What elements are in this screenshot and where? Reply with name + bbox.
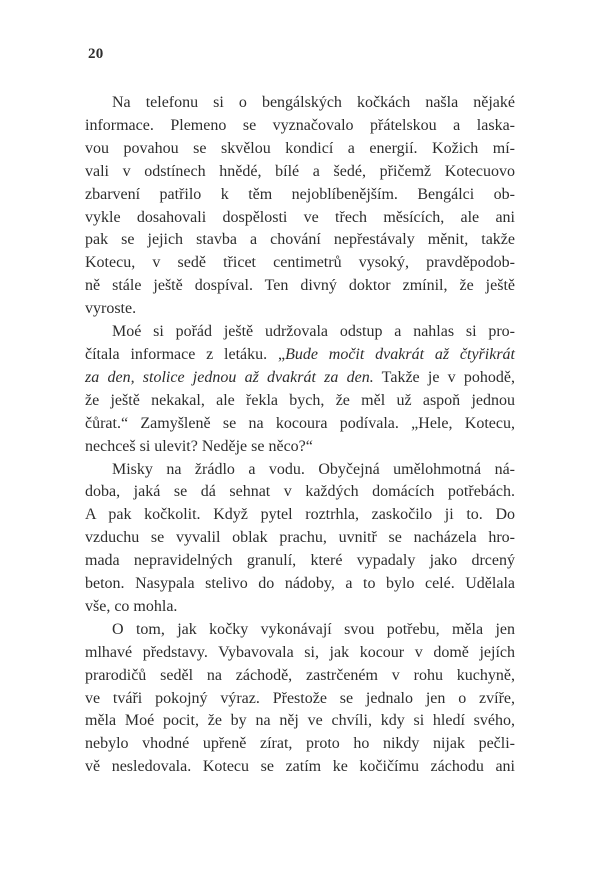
text-line <box>85 459 515 482</box>
text-line <box>85 642 515 665</box>
body-text <box>85 92 515 779</box>
text-line <box>85 207 515 230</box>
text-run: Na telefonu si o bengálských kočkách našla nějaké <box>112 94 515 111</box>
text-run: čítala informace z letáku. „ <box>85 345 286 363</box>
text-line <box>85 504 515 527</box>
italic-text-run: Bude močit dvakrát až čtyřikrát <box>285 345 515 363</box>
paragraph <box>85 321 515 458</box>
text-run: vše, co mohla. <box>85 597 178 615</box>
text-line <box>85 665 515 688</box>
text-run: A pak kočkolit. Když pytel roztrhla, zaskočilo ji to. Do <box>85 506 515 524</box>
text-run: vou povahou se skvělou kondicí a energií. Kožich mí- <box>85 139 515 157</box>
text-run: mada nepravidelných granulí, které vypadaly jako drcený <box>85 552 515 570</box>
text-run: nebylo vhodné upřeně zírat, proto ho nikdy nijak pečli- <box>85 735 515 753</box>
paragraph <box>85 619 515 779</box>
text-line <box>85 229 515 252</box>
text-line <box>85 252 515 275</box>
text-run: Kotecu, v sedě třicet centimetrů vysoký, pravděpodob- <box>85 254 515 272</box>
text-run: vzduchu se vyvalil oblak prachu, uvnitř se nacházela hro- <box>85 529 515 547</box>
text-line <box>85 733 515 756</box>
text-run: ve tváři pokojný výraz. Přestože se jednalo jen o zvíře, <box>85 689 515 707</box>
text-line <box>85 298 515 321</box>
text-line <box>85 161 515 184</box>
text-line <box>85 710 515 733</box>
text-run: nechceš si ulevit? Neděje se něco?“ <box>85 437 313 455</box>
paragraph <box>85 459 515 619</box>
text-run: vě nesledovala. Kotecu se zatím ke kočičímu záchodu ani <box>85 758 515 776</box>
text-line <box>85 413 515 436</box>
text-run: Misky na žrádlo a vodu. Obyčejná umělohmotná ná- <box>112 460 515 478</box>
text-run: měla Moé pocit, že by na něj ve chvíli, kdy si hledí svého, <box>85 712 515 730</box>
text-run: ně stále ještě dospíval. Ten divný doktor zmínil, že ještě <box>85 277 515 295</box>
text-line <box>85 367 515 390</box>
text-run: beton. Nasypala stelivo do nádoby, a to bylo celé. Udělala <box>85 575 515 593</box>
text-run: O tom, jak kočky vykonávají svou potřebu, měla jen <box>112 620 515 638</box>
text-run: vyroste. <box>85 300 137 318</box>
text-line <box>85 275 515 298</box>
text-line <box>85 321 515 344</box>
text-run: vali v odstínech hnědé, bílé a šedé, přičemž Kotecuovo <box>85 162 515 180</box>
text-line <box>85 184 515 207</box>
text-line <box>85 390 515 413</box>
text-line <box>85 481 515 504</box>
text-line <box>85 138 515 161</box>
text-line <box>85 619 515 642</box>
text-line <box>85 527 515 550</box>
text-run: čůrat.“ Zamyšleně se na kocoura podívala. „Hele, Kotecu, <box>85 414 515 432</box>
text-run: pak se jejich stavba a chování nepřestávaly měnit, takže <box>85 231 515 249</box>
text-run: že ještě nekakal, ale řekla bych, že měl už aspoň jednou <box>85 391 515 409</box>
italic-text-run: za den, stolice jednou až dvakrát za den. <box>85 368 374 386</box>
page-number: 20 <box>88 46 104 62</box>
text-run: Moé si pořád ještě udržovala odstup a nahlas si pro- <box>112 323 515 341</box>
text-run: Takže je v pohodě, <box>373 368 515 386</box>
text-line <box>85 573 515 596</box>
text-line <box>85 92 515 115</box>
text-line <box>85 688 515 711</box>
text-line <box>85 436 515 459</box>
text-run: mlhavé představy. Vybavovala si, jak kocour v domě jejích <box>85 643 515 661</box>
text-run: vykle dosahovali dospělosti ve třech měsících, ale ani <box>85 208 515 226</box>
text-line <box>85 550 515 573</box>
text-run: prarodičů seděl na záchodě, zastrčeném v rohu kuchyně, <box>85 666 515 684</box>
text-run: informace. Plemeno se vyznačovalo přátelskou a laska- <box>85 116 515 134</box>
text-line <box>85 115 515 138</box>
text-line <box>85 344 515 367</box>
text-line <box>85 756 515 779</box>
text-line <box>85 596 515 619</box>
paragraph <box>85 92 515 321</box>
text-run: doba, jaká se dá sehnat v každých domácích potřebách. <box>85 483 515 501</box>
text-run: zbarvení patřilo k těm nejoblíbenějším. Bengálci ob- <box>85 185 515 203</box>
